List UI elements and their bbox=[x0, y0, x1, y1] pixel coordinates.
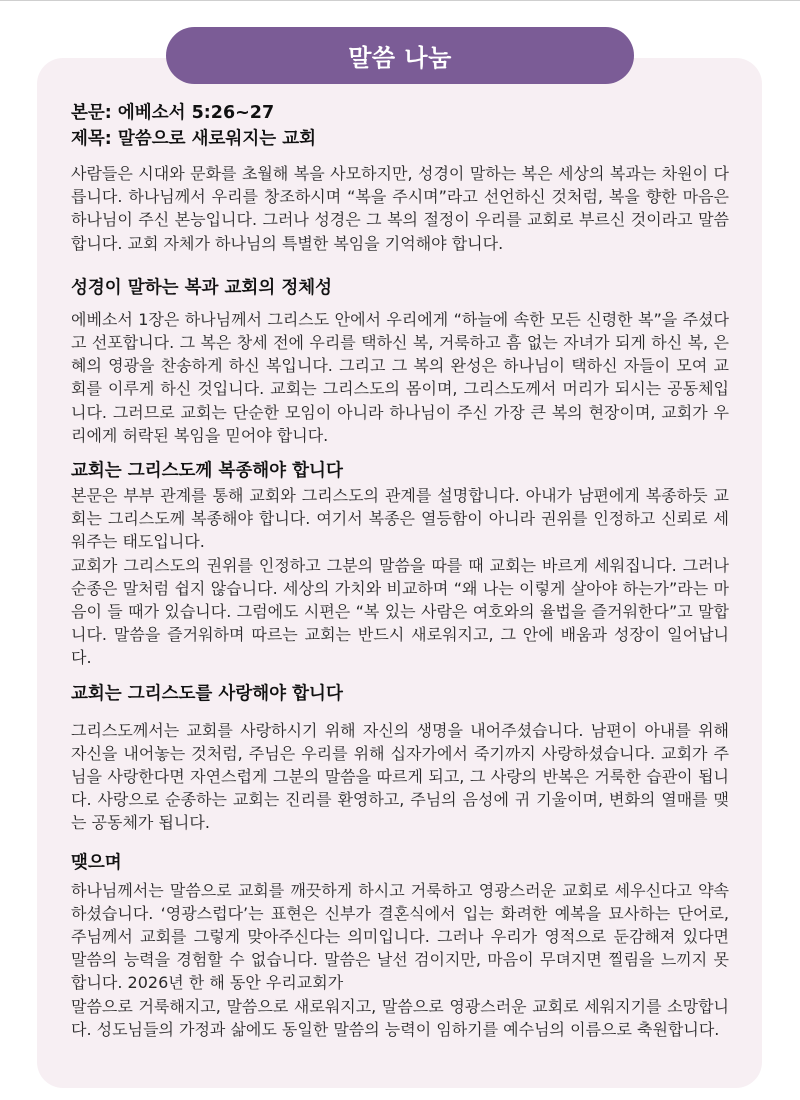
section-paragraph-submission-2: 교회가 그리스도의 권위를 인정하고 그분의 말씀을 따를 때 교회는 바르게 세워집니다. 그러나 순종은 말처럼 쉽지 않습니다. 세상의 가치와 비교하며 “왜 나는 이렇게 살아야 하는가”라는 마음이 들 때가 있습니다. 그럼에도 시편은 “복 있는 사람은 여호와의 율법을 즐거워한다”고 말합니다. 말씀을 즐거워하며 따르는 교회는 반드시 새로워지고, 그 안에 배움과 성장이 일어납니다. bbox=[71, 555, 729, 668]
article bbox=[71, 100, 729, 1041]
section-paragraph-identity: 에베소서 1장은 하나님께서 그리스도 안에서 우리에게 “하늘에 속한 모든 신령한 복”을 주셨다고 선포합니다. 그 복은 창세 전에 우리를 택하신 복, 거룩하고 흠 없는 자녀가 되게 하신 복, 은혜의 영광을 찬송하게 하신 복입니다. 그리고 그 복의 완성은 하나님이 택하신 자들이 모여 교회를 이루게 하신 것입니다. 교회는 그리스도의 몸이며, 그리스도께서 머리가 되시는 공동체입니다. 그러므로 교회는 단순한 모임이 아니라 하나님이 주신 가장 큰 복의 현장이며, 교회가 우리에게 허락된 복임을 믿어야 합니다. bbox=[71, 309, 729, 445]
section-paragraph-submission-1: 본문은 부부 관계를 통해 교회와 그리스도의 관계를 설명합니다. 아내가 남편에게 복종하듯 교회는 그리스도께 복종해야 합니다. 여기서 복종은 열등함이 아니라 권위를 인정하고 신뢰로 세워주는 태도입니다. bbox=[71, 486, 729, 552]
section-paragraph-closing-2: 말씀으로 거룩해지고, 말씀으로 새로워지고, 말씀으로 영광스러운 교회로 세워지기를 소망합니다. 성도님들의 가정과 삶에도 동일한 말씀의 능력이 임하기를 예수님의 이름으로 축원합니다. bbox=[71, 996, 729, 1039]
section-heading-submission: 교회는 그리스도께 복종해야 합니다 bbox=[71, 461, 343, 482]
scripture-reference: 본문: 에베소서 5:26~27 bbox=[71, 103, 275, 123]
page-title: 말씀 나눔 bbox=[166, 27, 634, 84]
section-paragraph-love: 그리스도께서는 교회를 사랑하시기 위해 자신의 생명을 내어주셨습니다. 남편이 아내를 위해 자신을 내어놓는 것처럼, 주님은 우리를 위해 십자가에서 죽기까지 사랑하셨습니다. 교회가 주님을 사랑한다면 자연스럽게 그분의 말씀을 따르게 되고, 그 사랑의 반복은 거룩한 습관이 됩니다. 사랑으로 순종하는 교회는 진리를 환영하고, 주님의 음성에 귀 기울이며, 변화의 열매를 맺는 공동체가 됩니다. bbox=[71, 720, 729, 833]
section-paragraph-closing-1: 하나님께서는 말씀으로 교회를 깨끗하게 하시고 거룩하고 영광스러운 교회로 세우신다고 약속하셨습니다. ‘영광스럽다’는 표현은 신부가 결혼식에서 입는 화려한 예복을 묘사하는 단어로, 주님께서 교회를 그렇게 맞아주신다는 의미입니다. 그러나 우리가 영적으로 둔감해져 있다면 말씀의 능력을 경험할 수 없습니다. 말씀은 날선 검이지만, 마음이 무뎌지면 찔림을 느끼지 못합니다. 2026년 한 해 동안 우리교회가 bbox=[71, 880, 729, 993]
section-heading-love: 교회는 그리스도를 사랑해야 합니다 bbox=[71, 683, 343, 704]
section-heading-closing: 맺으며 bbox=[71, 852, 122, 873]
section-heading-identity: 성경이 말하는 복과 교회의 정체성 bbox=[71, 277, 333, 298]
top-rule bbox=[0, 0, 800, 1]
sermon-title: 제목: 말씀으로 새로워지는 교회 bbox=[71, 129, 317, 149]
intro-paragraph: 사람들은 시대와 문화를 초월해 복을 사모하지만, 성경이 말하는 복은 세상의 복과는 차원이 다릅니다. 하나님께서 우리를 창조하시며 “복을 주시며”라고 선언하신 것처럼, 복을 향한 마음은 하나님이 주신 본능입니다. 그러나 성경은 그 복의 절정이 우리를 교회로 부르신 것이라고 말씀합니다. 교회 자체가 하나님의 특별한 복임을 기억해야 합니다. bbox=[71, 164, 729, 253]
